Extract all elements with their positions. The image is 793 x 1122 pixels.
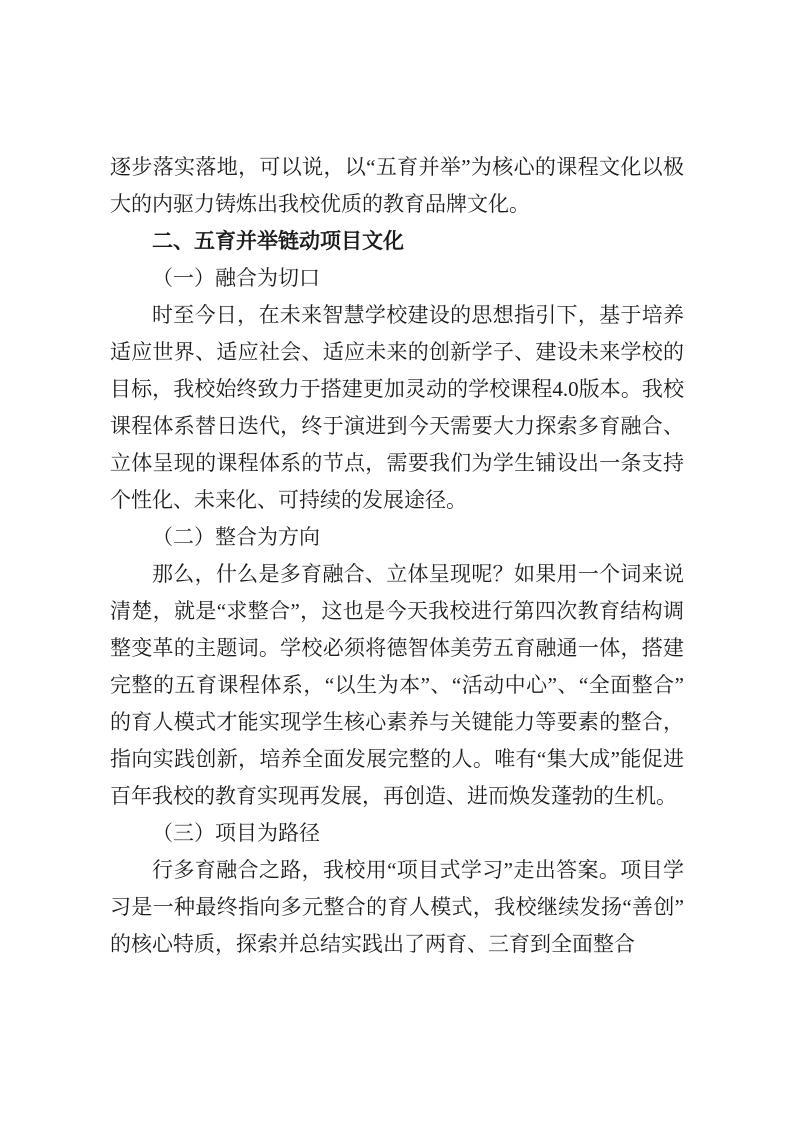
paragraph-1: 时至今日，在未来智慧学校建设的思想指引下，基于培养适应世界、适应社会、适应未来的创新学子、建设未来学校的目标，我校始终致力于搭建更加灵动的学校课程4.0版本。我校课程体系替日迭代，终于演进到今天需要大力探索多育融合、立体呈现的课程体系的节点，需要我们为学生铺设出一条支持个性化、未来化、可持续的发展途径。 (110, 303, 684, 512)
document-body (110, 149, 684, 963)
subsection-heading-1: （一）融合为切口 (152, 266, 320, 290)
paragraph-3: 行多育融合之路，我校用“项目式学习”走出答案。项目学习是一种最终指向多元整合的育人模式，我校继续发扬“善创”的核心特质，探索并总结实践出了两育、三育到全面整合 (110, 858, 684, 956)
paragraph-continuation: 逐步落实落地，可以说，以“五育并举”为核心的课程文化以极大的内驱力铸炼出我校优质的教育品牌文化。 (110, 155, 684, 216)
paragraph-2: 那么，什么是多育融合、立体呈现呢？如果用一个词来说清楚，就是“求整合”，这也是今天我校进行第四次教育结构调整变革的主题词。学校必须将德智体美劳五育融通一体，搭建完整的五育课程体系，“以生为本”、“活动中心”、“全面整合”的育人模式才能实现学生核心素养与关键能力等要素的整合，指向实践创新，培养全面发展完整的人。唯有“集大成”能促进百年我校的教育实现再发展，再创造、进而焕发蓬勃的生机。 (110, 562, 684, 808)
subsection-heading-2: （二）整合为方向 (152, 525, 320, 549)
subsection-heading-3: （三）项目为路径 (152, 821, 320, 845)
section-heading: 二、五育并举链动项目文化 (152, 229, 404, 253)
